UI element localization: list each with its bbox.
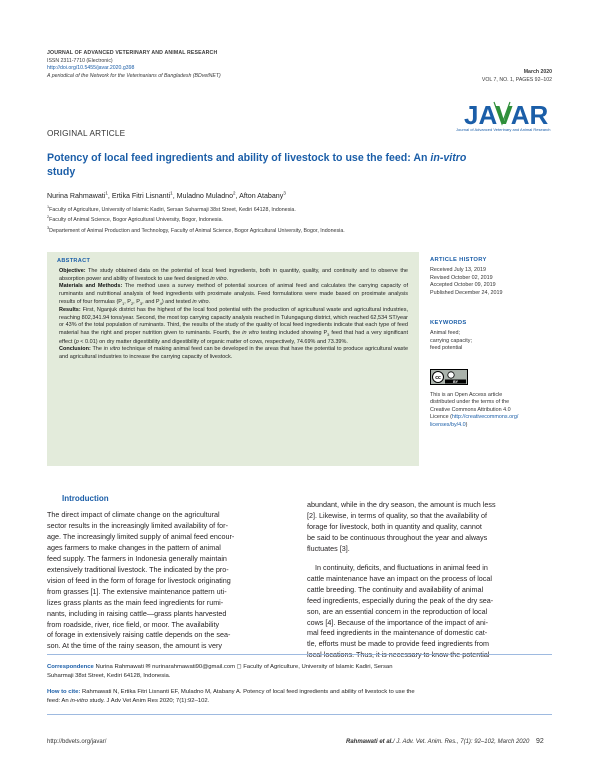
page-number: 92 — [536, 738, 544, 745]
journal-periodical: A periodical of the Network for the Veterinarians of Bangladesh (BDvetNET) — [47, 72, 221, 79]
how-to-cite: How to cite: Rahmawati N, Ertika Fitri Lisnanti EF, Muladno M, Atabany A. Potency of local feed ingredients and ability of livestock to use the feed: An in-vitro study. J Adv Vet Anim Res 2020; 7(1):92–102. — [47, 689, 415, 704]
history-revised: Revised October 02, 2019 — [430, 274, 493, 281]
correspondence-text: Nurina Rahmawati ✉ nurinarahmawati90@gmail.com ◻ Faculty of Agriculture, University of Islamic Kadiri, Sersan — [93, 664, 393, 670]
issue-info — [482, 69, 552, 84]
title-end: study — [47, 166, 76, 178]
intro-line: cattle breeding. The continuity and availability of animal — [307, 584, 484, 594]
javar-logo — [454, 96, 554, 140]
divider — [47, 654, 552, 655]
title-italic: in-vitro — [430, 152, 467, 164]
history-received: Received July 13, 2019 — [430, 267, 487, 274]
author-1: Nurina Rahmawati$^1$, — [47, 191, 112, 201]
intro-line: feed ingredients, especially during the peak of the dry sea- — [307, 595, 494, 605]
license-link-2[interactable]: licenses/by/4.0 — [430, 421, 466, 428]
title-main: Potency of local feed ingredients and ability of livestock to use the feed: An — [47, 152, 431, 164]
author-3: Muladno Muladno$^2$, — [176, 191, 240, 201]
intro-line: be said to be continuous throughout the year and always — [307, 532, 488, 542]
correspondence — [47, 663, 552, 680]
history-accepted: Accepted October 09, 2019 — [430, 282, 496, 289]
intro-line: lizes grass plants as the main feed ingredients for rumi- — [47, 597, 224, 607]
affiliation-2: $^2$Faculty of Animal Science, Bogor Agricultural University, Bogor, Indonesia. — [47, 215, 224, 223]
intro-line: [2]. Likewise, in terms of quality, so that the availability of — [307, 510, 488, 520]
how-to-cite-text: Rahmawati N, Ertika Fitri Lisnanti EF, Muladno M, Atabany A. Potency of local feed ingredients and ability of livestock to use the — [80, 689, 415, 695]
svg-text:BY: BY — [453, 379, 458, 384]
intro-column-2 — [307, 500, 550, 661]
intro-line: from grasses [1]. The extensive maintenance pattern uti- — [47, 586, 227, 596]
cc-by-badge[interactable] — [430, 369, 468, 385]
keyword-3: feed potential — [430, 345, 463, 352]
how-to-cite-label: How to cite: — [47, 689, 81, 695]
keywords-heading: KEYWORDS — [430, 320, 467, 326]
affiliation-1: $^1$Faculty of Agriculture, University of Islamic Kadiri, Sersan Suharmaji 38st Street, Kediri 64128, Indonesia. — [47, 205, 296, 213]
license-line-2: distributed under the terms of the — [430, 399, 510, 406]
abstract-heading: ABSTRACT — [57, 258, 91, 264]
license-line-4: Licence (http://creativecommons.org/ — [430, 414, 519, 421]
footer-citation: Rahmawati et al./ J. Adv. Vet. Anim. Res., 7(1): 92–102, March 2020 — [346, 739, 530, 745]
keywords — [430, 320, 472, 353]
intro-line: abundant, while in the dry season, the amount is much less — [307, 500, 496, 509]
intro-line: feed supply. The farmers in Indonesia generally maintain — [47, 553, 227, 563]
issue-volume: VOL 7, NO. 1, PAGES 92–102 — [481, 76, 552, 83]
intro-line: of forage in extensively raising cattle depends on the sea- — [47, 630, 231, 640]
license-line-3: Creative Commons Attribution 4.0 — [430, 406, 511, 413]
intro-line: son. At the time of the rainy season, the amount is very — [47, 641, 222, 651]
license-line-1: This is an Open Access article — [430, 392, 503, 398]
affiliation-3: $^3$Departement of Animal Production and Technology, Faculty of Animal Science, Bogor Agricultural University, Bogor, Indonesia. — [47, 226, 345, 234]
intro-line: fluctuates [3]. — [307, 543, 350, 553]
journal-header — [47, 50, 221, 80]
abstract-objective: Objective: The study obtained data on the potential of local feed ingredients, both in quantity, quality, and continuity and to observe the absorption power and ability of livestock to use feed designed in vitro. — [59, 268, 408, 282]
keyword-2: carrying capacity; — [430, 337, 472, 344]
logo-subtext: Journal of Advanced Veterinary and Animal Research — [456, 127, 551, 132]
svg-text:cc: cc — [435, 375, 441, 381]
divider — [47, 714, 552, 715]
journal-title: JOURNAL OF ADVANCED VETERINARY AND ANIMAL RESEARCH — [47, 50, 218, 56]
keyword-1: Animal feed; — [430, 330, 460, 337]
license-link[interactable]: http://creativecommons.org/ — [451, 414, 519, 421]
intro-line: nants, including in raising cattle—grass plants harvested — [47, 608, 227, 618]
intro-line: sector results in the increasingly limited availability of for- — [47, 520, 228, 530]
intro-line: mal feed ingredients in the maintenance of domestic cat- — [307, 628, 488, 638]
intro-line: The direct impact of climate change on the agricultural — [47, 510, 220, 519]
intro-line: age. The increasingly limited supply of animal feed encour- — [47, 531, 235, 541]
intro-line: extensively traditional livestock. The indicated by the pro- — [47, 564, 229, 574]
license-line-5: licenses/by/4.0) — [430, 421, 468, 428]
intro-line: from roadside, river, rice field, or moor. The availability — [47, 619, 220, 629]
abstract-body — [59, 268, 408, 362]
correspondence-label: Correspondence — [47, 664, 94, 670]
author-4: Afton Atabany$^3$ — [239, 191, 286, 201]
article-history-heading: ARTICLE HISTORY — [430, 257, 487, 263]
intro-line: vision of feed in the form of forage for livestock originating — [47, 575, 231, 585]
intro-line: tle, efforts must be made to provide feed ingredients from — [307, 639, 490, 649]
intro-line: cows [4]. Because of the importance of the impact of ani- — [307, 617, 488, 627]
intro-line: forage for livestock, both in quantity and quality, cannot — [307, 521, 482, 531]
intro-line: In continuity, deficits, and fluctuations in animal feed in — [315, 562, 488, 572]
abstract-results: Results: First, Nganjuk district has the highest of the local food potential with the production of agricultural waste and agricultural industries, reaching 802,341.94 tons/year. Second, the most top carrying capacity analysis reached in Tulungagung district, which reached 62,534 ST/year or 43% of the total population of ruminants. Third, the results of the study of the quality of local feed ingredients indicate that each type of feed material has the right and proper nutrition given to ruminants. Fourth, the in vitro testing included showing $P_3$ feed that had a very significant effect (p < 0.01) on dry matter digestibility and digestibility of organic matter of cows, respectively, 74.69% and 73.39%. — [59, 307, 409, 345]
author-list — [47, 191, 286, 200]
history-published: Published December 24, 2019 — [430, 289, 503, 296]
logo-wordmark: JAVAR — [464, 100, 549, 130]
license-text — [430, 392, 518, 429]
intro-column-1 — [47, 510, 294, 652]
author-2: Ertika Fitri Lisnanti$^1$, — [111, 191, 177, 201]
intro-line: cattle maintenance have an impact on the process of local — [307, 573, 492, 583]
issue-month: March 2020 — [523, 69, 552, 75]
intro-line: local locations. Thus, it is necessary to know the potential — [307, 650, 490, 660]
correspondence-text-2: Suharmaji 38st Street, Kediri 64128, Indonesia. — [47, 672, 171, 679]
article-type: ORIGINAL ARTICLE — [47, 129, 126, 138]
abstract-conclusion: Conclusion: The in vitro technique of making animal feed can be developed in the areas that have the potential to produce agricultural waste and agricultural industries to increase the carrying capacity of livestock. — [59, 346, 408, 361]
intro-line: son, are an essential concern in the reproduction of local — [307, 606, 488, 616]
intro-line: ages farmers to make changes in the pattern of animal — [47, 542, 221, 552]
footer-url[interactable]: http://bdvets.org/javar/ — [47, 739, 107, 745]
article-history — [430, 257, 503, 297]
abstract-methods: Materials and Methods: The method uses a survey method of potential sources of animal feed and calculates the carrying capacity of ruminants and nutritional analysis of feed ingredients with proximate analysis. Feed formulations were made based on proximate analysis results of four formulas ($P_1$, $P_2$, $P_3$, and $P_4$) and tested in vitro. — [59, 283, 409, 306]
article-title — [47, 151, 557, 179]
journal-doi-link[interactable]: http://doi.org/10.5455/javar.2020.g398 — [47, 65, 135, 72]
journal-issn: ISSN 2311-7710 (Electronic) — [47, 57, 113, 64]
introduction-heading: Introduction — [62, 494, 109, 503]
